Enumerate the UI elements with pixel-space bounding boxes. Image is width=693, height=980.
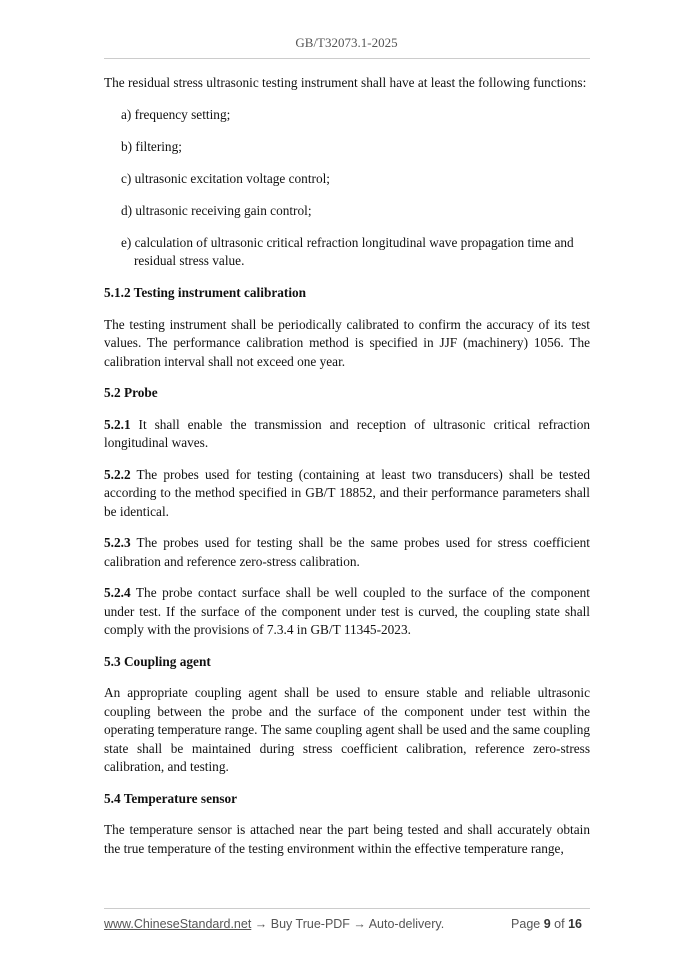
clause-5-2-2 [104, 466, 590, 522]
heading-5-4: 5.4 Temperature sensor [104, 790, 238, 806]
footer-divider [104, 908, 590, 909]
clause-5-2-1 [104, 416, 590, 453]
footer-tagline: → Buy True-PDF → Auto-delivery. [251, 917, 445, 931]
page-label: Page [511, 917, 541, 931]
clause-text: It shall enable the transmission and reception of ultrasonic critical refraction longitudinal waves. [104, 416, 590, 450]
clause-5-2-3 [104, 534, 590, 571]
function-item-a: a) frequency setting; [121, 106, 231, 122]
clause-number: 5.2.2 [104, 466, 131, 482]
of-label: of [554, 917, 565, 931]
header-divider [104, 58, 590, 59]
paragraph-5-4: The temperature sensor is attached near the part being tested and shall accurately obtain the true temperature of the testing environment within the effective temperature range, [104, 822, 590, 856]
page-number: 9 [543, 917, 551, 931]
clause-number: 5.2.3 [104, 535, 131, 550]
document-code-header: GB/T32073.1-2025 [295, 35, 398, 50]
clause-text: The probes used for testing (containing at least two transducers) shall be tested according to the method specified in GB/T 18852, and their performance parameters shall be identical. [104, 466, 590, 519]
function-item-e: e) calculation of ultrasonic critical refraction longitudinal wave propagation time and residual stress value. [121, 234, 574, 268]
page-indicator [511, 917, 582, 931]
clause-number: 5.2.1 [104, 416, 131, 432]
clause-text: The probe contact surface shall be well coupled to the surface of the component under test. If the surface of the component under test is curved, the coupling state shall comply with the provisions of 7.3.4 in GB/T 11345-2023. [104, 585, 590, 637]
function-item-c: c) ultrasonic excitation voltage control; [121, 170, 330, 186]
total-pages: 16 [568, 917, 582, 931]
function-item-d: d) ultrasonic receiving gain control; [121, 202, 312, 218]
heading-5-1-2: 5.1.2 Testing instrument calibration [104, 285, 307, 300]
heading-5-2: 5.2 Probe [104, 385, 158, 400]
paragraph-5-1-2: The testing instrument shall be periodically calibrated to confirm the accuracy of its test values. The performance calibration method is specified in JJF (machinery) 1056. The calibration interval shall not exceed one year. [104, 316, 590, 369]
website-link[interactable]: www.ChineseStandard.net [104, 917, 252, 931]
page-footer [104, 917, 590, 931]
heading-5-3: 5.3 Coupling agent [104, 653, 211, 669]
clause-number: 5.2.4 [104, 585, 131, 600]
function-item-b: b) filtering; [121, 138, 182, 154]
clause-5-2-4 [104, 584, 590, 640]
clause-text: The probes used for testing shall be the same probes used for stress coefficient calibration and reference zero-stress calibration. [104, 535, 590, 569]
paragraph-5-3: An appropriate coupling agent shall be used to ensure stable and reliable ultrasonic coupling between the probe and the surface of the component under test within the operating temperature range. The same coupling agent shall be used and the same coupling state shall be maintained during stress coefficient calibration, reference zero-stress calibration, and testing. [104, 685, 590, 774]
document-body [104, 74, 590, 871]
intro-paragraph: The residual stress ultrasonic testing instrument shall have at least the following functions: [104, 75, 587, 90]
